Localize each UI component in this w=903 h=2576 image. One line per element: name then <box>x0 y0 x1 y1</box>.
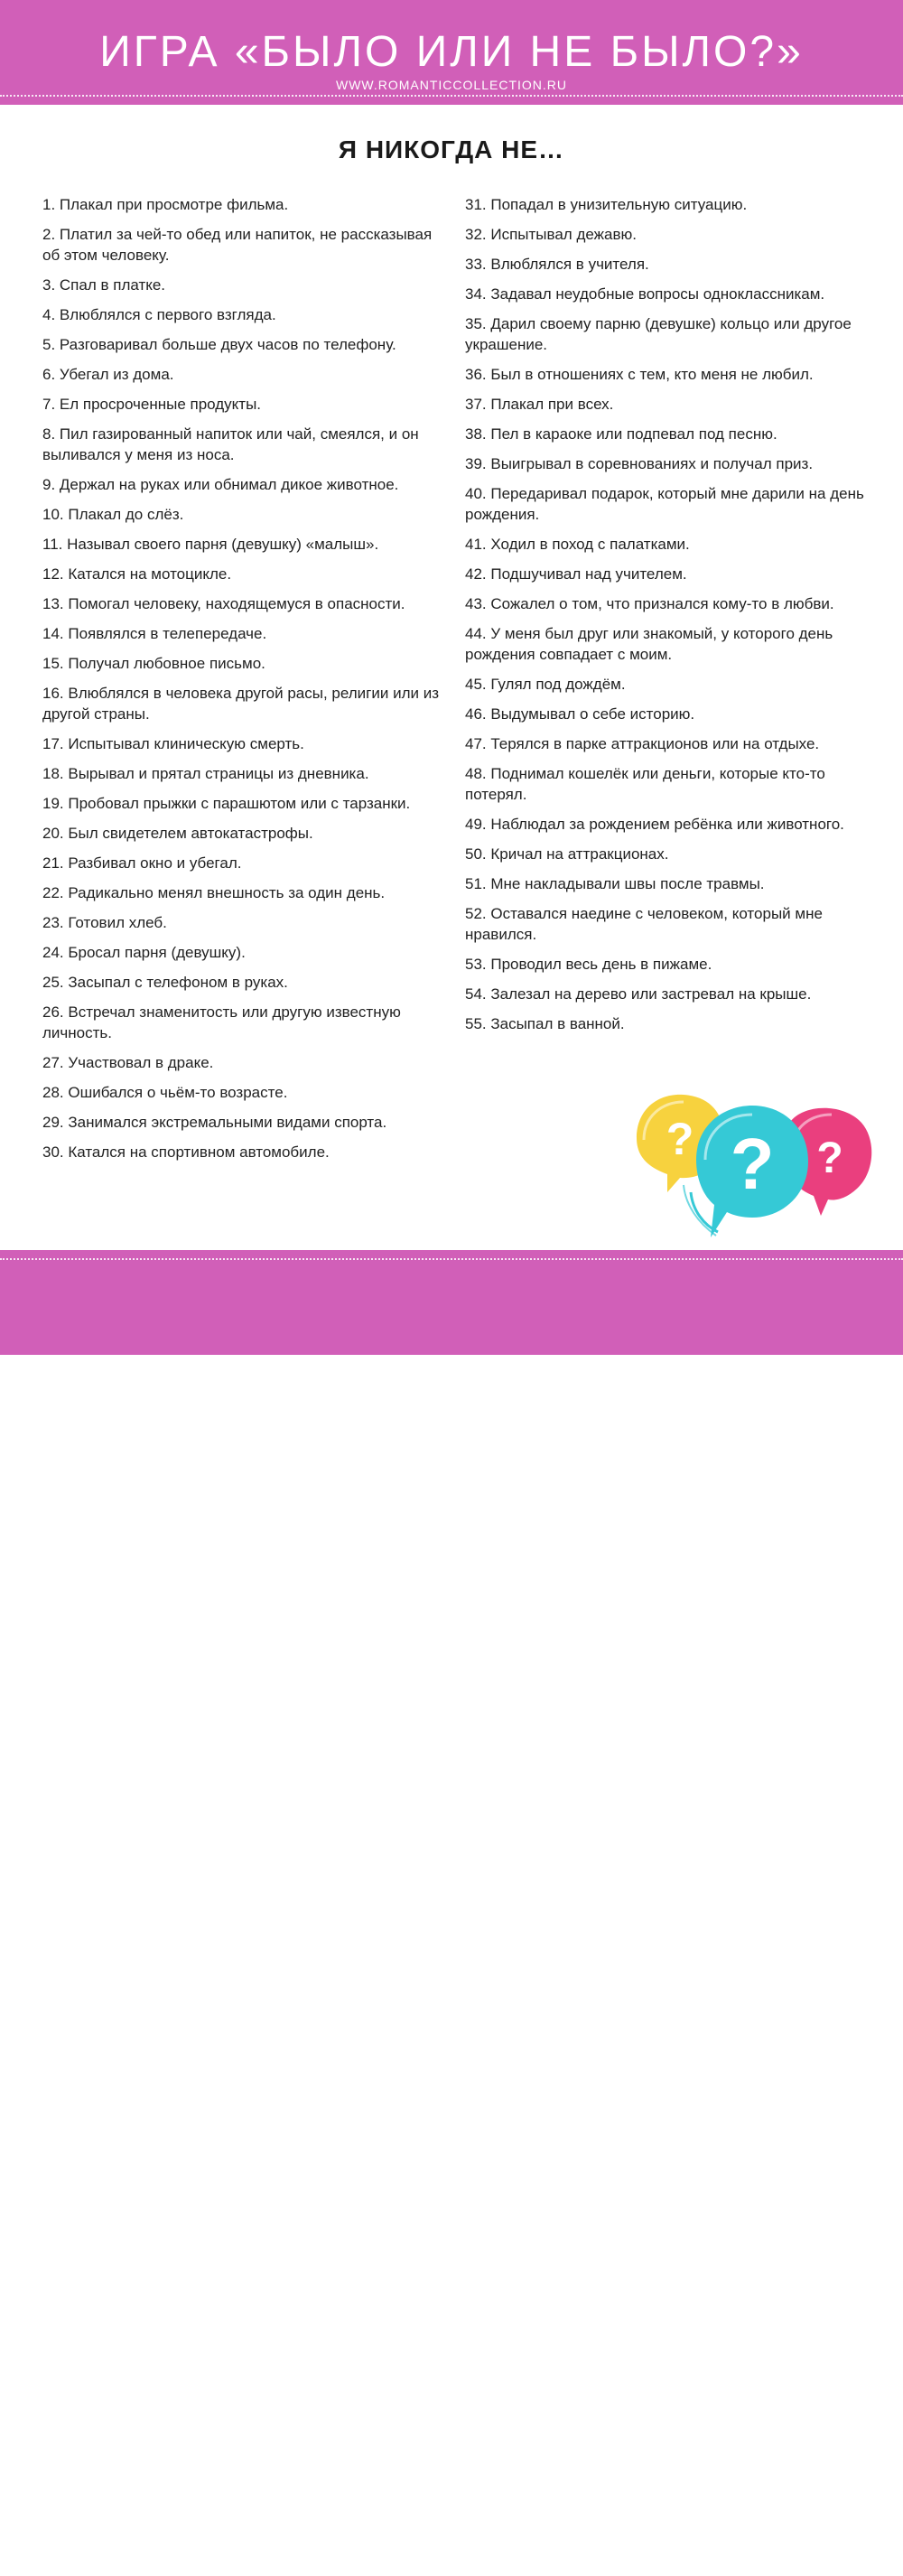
list-item: 5. Разговаривал больше двух часов по телефону. <box>42 336 396 353</box>
list-item: 10. Плакал до слёз. <box>42 506 184 523</box>
list-item: 9. Держал на руках или обнимал дикое животное. <box>42 476 399 493</box>
header-banner <box>0 0 903 105</box>
list-item: 55. Засыпал в ванной. <box>465 1015 625 1032</box>
svg-text:?: ? <box>730 1124 775 1204</box>
list-item: 53. Проводил весь день в пижаме. <box>465 956 712 973</box>
list-item: 3. Спал в платке. <box>42 276 166 294</box>
list-item: 40. Передаривал подарок, который мне дарили на день рождения. <box>465 485 864 523</box>
list-item: 22. Радикально менял внешность за один день. <box>42 884 386 901</box>
header-dotted-divider <box>0 95 903 97</box>
list-item: 16. Влюблялся в человека другой расы, религии или из другой страны. <box>42 685 440 723</box>
list-item: 52. Оставался наедине с человеком, который мне нравился. <box>465 905 823 943</box>
list-item: 29. Занимался экстремальными видами спорта. <box>42 1114 387 1131</box>
list-item: 42. Подшучивал над учителем. <box>465 565 687 583</box>
list-item: 41. Ходил в поход с палатками. <box>465 536 690 553</box>
question-bubbles-icon <box>628 1084 876 1246</box>
list-item: 19. Пробовал прыжки с парашютом или с тарзанки. <box>42 795 411 812</box>
list-heading: Я НИКОГДА НЕ… <box>338 135 565 163</box>
list-item: 12. Катался на мотоцикле. <box>42 565 232 583</box>
list-item: 13. Помогал человеку, находящемуся в опасности. <box>42 595 405 612</box>
header-site-link[interactable]: WWW.ROMANTICCOLLECTION.RU <box>336 78 567 92</box>
list-item: 35. Дарил своему парню (девушке) кольцо или другое украшение. <box>465 315 852 353</box>
footer-site-link[interactable]: WWW.ROMANTICCOLLECTION.RU <box>191 2542 712 2574</box>
list-item: 4. Влюблялся с первого взгляда. <box>42 306 276 323</box>
list-item: 23. Готовил хлеб. <box>42 914 167 931</box>
list-item: 24. Бросал парня (девушку). <box>42 944 246 961</box>
list-item: 49. Наблюдал за рождением ребёнка или животного. <box>465 816 844 833</box>
list-item: 21. Разбивал окно и убегал. <box>42 854 242 872</box>
footer-dotted-divider <box>0 1258 903 1260</box>
list-item: 39. Выигрывал в соревнованиях и получал приз. <box>465 455 814 472</box>
list-item: 43. Сожалел о том, что признался кому-то в любви. <box>465 595 834 612</box>
list-item: 28. Ошибался о чьём-то возрасте. <box>42 1084 288 1101</box>
list-item: 31. Попадал в унизительную ситуацию. <box>465 196 748 213</box>
list-item: 51. Мне накладывали швы после травмы. <box>465 875 765 892</box>
list-item: 7. Ел просроченные продукты. <box>42 396 262 413</box>
list-item: 50. Кричал на аттракционах. <box>465 845 669 863</box>
list-item: 26. Встречал знаменитость или другую известную личность. <box>42 1003 401 1041</box>
list-item: 6. Убегал из дома. <box>42 366 174 383</box>
list-item: 27. Участвовал в драке. <box>42 1054 214 1071</box>
list-item: 1. Плакал при просмотре фильма. <box>42 196 289 213</box>
list-item: 25. Засыпал с телефоном в руках. <box>42 974 288 991</box>
statements-list-right <box>465 194 871 1043</box>
list-item: 30. Катался на спортивном автомобиле. <box>42 1143 330 1161</box>
list-item: 32. Испытывал дежавю. <box>465 226 637 243</box>
list-item: 46. Выдумывал о себе историю. <box>465 705 695 723</box>
list-item: 44. У меня был друг или знакомый, у которого день рождения совпадает с моим. <box>465 625 833 663</box>
list-item: 8. Пил газированный напиток или чай, смеялся, и он выливался у меня из носа. <box>42 425 419 463</box>
list-item: 34. Задавал неудобные вопросы одноклассникам. <box>465 285 825 303</box>
list-item: 36. Был в отношениях с тем, кто меня не любил. <box>465 366 814 383</box>
footer-banner <box>0 1250 903 2574</box>
svg-text:?: ? <box>666 1114 694 1164</box>
list-item: 47. Терялся в парке аттракционов или на отдыхе. <box>465 735 820 752</box>
list-item: 14. Появлялся в телепередаче. <box>42 625 267 642</box>
list-item: 2. Платил за чей-то обед или напиток, не рассказывая об этом человеку. <box>42 226 433 264</box>
list-item: 38. Пел в караоке или подпевал под песню. <box>465 425 777 443</box>
list-item: 11. Называл своего парня (девушку) «малыш». <box>42 536 379 553</box>
list-item: 37. Плакал при всех. <box>465 396 614 413</box>
list-item: 45. Гулял под дождём. <box>465 676 626 693</box>
list-item: 20. Был свидетелем автокатастрофы. <box>42 825 313 842</box>
page-title: ИГРА «БЫЛО ИЛИ НЕ БЫЛО?» <box>99 28 804 76</box>
list-item: 33. Влюблялся в учителя. <box>465 256 649 273</box>
list-item: 17. Испытывал клиническую смерть. <box>42 735 304 752</box>
list-item: 48. Поднимал кошелёк или деньги, которые кто-то потерял. <box>465 765 825 803</box>
list-item: 18. Вырывал и прятал страницы из дневника. <box>42 765 369 782</box>
statements-list-left <box>42 194 453 1171</box>
svg-text:?: ? <box>816 1134 843 1182</box>
list-item: 15. Получал любовное письмо. <box>42 655 265 672</box>
list-item: 54. Залезал на дерево или застревал на крыше. <box>465 985 812 1003</box>
